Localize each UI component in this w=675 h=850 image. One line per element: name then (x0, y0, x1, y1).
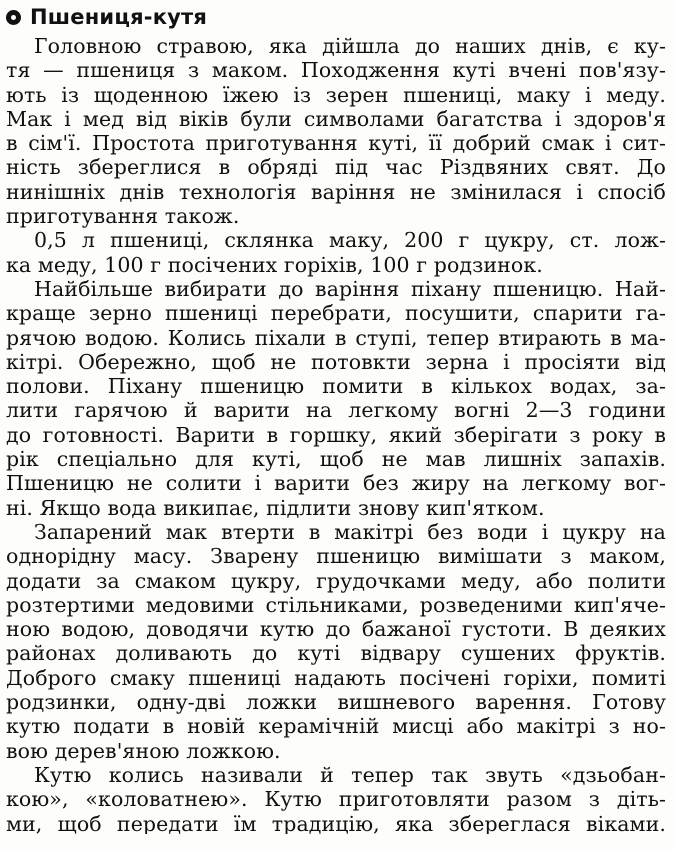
text-line: полови. Піхану пшеницю помити в кількох водах, за- (6, 374, 666, 399)
text-line: тя — пшениця з маком. Походження куті вчені пов'язу- (6, 58, 666, 83)
text-line: однорідну масу. Зварену пшеницю вимішати з маком, (6, 544, 666, 569)
text-line: кутю подати в новій керамічній мисці або макітрі з но- (6, 714, 666, 739)
recipe-heading (6, 2, 207, 32)
ingredients-line: ка меду, 100 г посічених горіхів, 100 г родзинок. (6, 252, 543, 277)
text-line: ною водою, доводячи кутю до бажаної густоти. В деяких (6, 617, 666, 642)
text-line: приготування також. (6, 204, 240, 229)
recipe-body (6, 34, 666, 834)
text-line: розтертими медовими стільниками, розведеними кип'яче- (6, 592, 666, 617)
text-line: краще зерно пшениці перебрати, посушити, спарити га- (6, 301, 666, 326)
text-line: Запарений мак втерти в макітрі без води і цукру на (34, 519, 666, 544)
text-line: Пшеницю не солити і варити без жиру на легкому вог- (6, 471, 666, 496)
heading-title: Пшениця-кутя (30, 5, 208, 29)
text-line: ні. Якщо вода википає, підлити знову кип'ятком. (6, 495, 545, 520)
text-line: ність збереглися в обряді під час Різдвяних свят. До (6, 155, 666, 180)
text-line: Кутю колись називали й тепер так звуть «дзьобан- (34, 762, 666, 787)
text-line: ми, щоб передати їм традицію, яка збереглася віками. (6, 811, 666, 834)
text-line: рячою водою. Колись піхали в ступі, тепер втирають в ма- (6, 325, 666, 350)
text-line: Мак і мед від віків були символами багатства і здоров'я (6, 106, 666, 131)
text-line: лити гарячою й варити на легкому вогні 2—3 години (6, 398, 666, 423)
text-line: Доброго смаку пшениці надають посічені горіхи, помиті (6, 665, 666, 690)
text-line: в сім'ї. Простота приготування куті, її добрий смак і сит- (6, 131, 666, 156)
text-line: рік спеціально для куті, щоб не мав лишніх запахів. (6, 447, 666, 472)
text-line: районах доливають до куті відвару сушених фруктів. (6, 641, 666, 666)
text-line: кітрі. Обережно, щоб не потовкти зерна і просіяти від (6, 349, 666, 374)
text-line: ють із щоденною їжею із зерен пшениці, маку і меду. (6, 82, 666, 107)
text-line: вою дерев'яною ложкою. (6, 738, 281, 763)
text-line: нинішніх днів технологія варіння не змінилася і спосіб (6, 179, 666, 204)
ingredients-line: 0,5 л пшениці, склянка маку, 200 г цукру, ст. лож- (34, 228, 666, 253)
text-line: родзинки, одну-дві ложки вишневого варення. Готову (6, 690, 666, 715)
bullet-icon (6, 10, 21, 25)
text-line: до готовності. Варити в горшку, який зберігати з року в (6, 422, 666, 447)
text-line: Головною стравою, яка дійшла до наших днів, є ку- (34, 34, 666, 58)
text-line: кою», «коловатнею». Кутю приготовляти разом з діть- (6, 787, 666, 812)
text-line: Найбільше вибирати до варіння піхану пшеницю. Най- (34, 276, 666, 301)
text-line: додати за смаком цукру, грудочками меду, або полити (6, 568, 666, 593)
